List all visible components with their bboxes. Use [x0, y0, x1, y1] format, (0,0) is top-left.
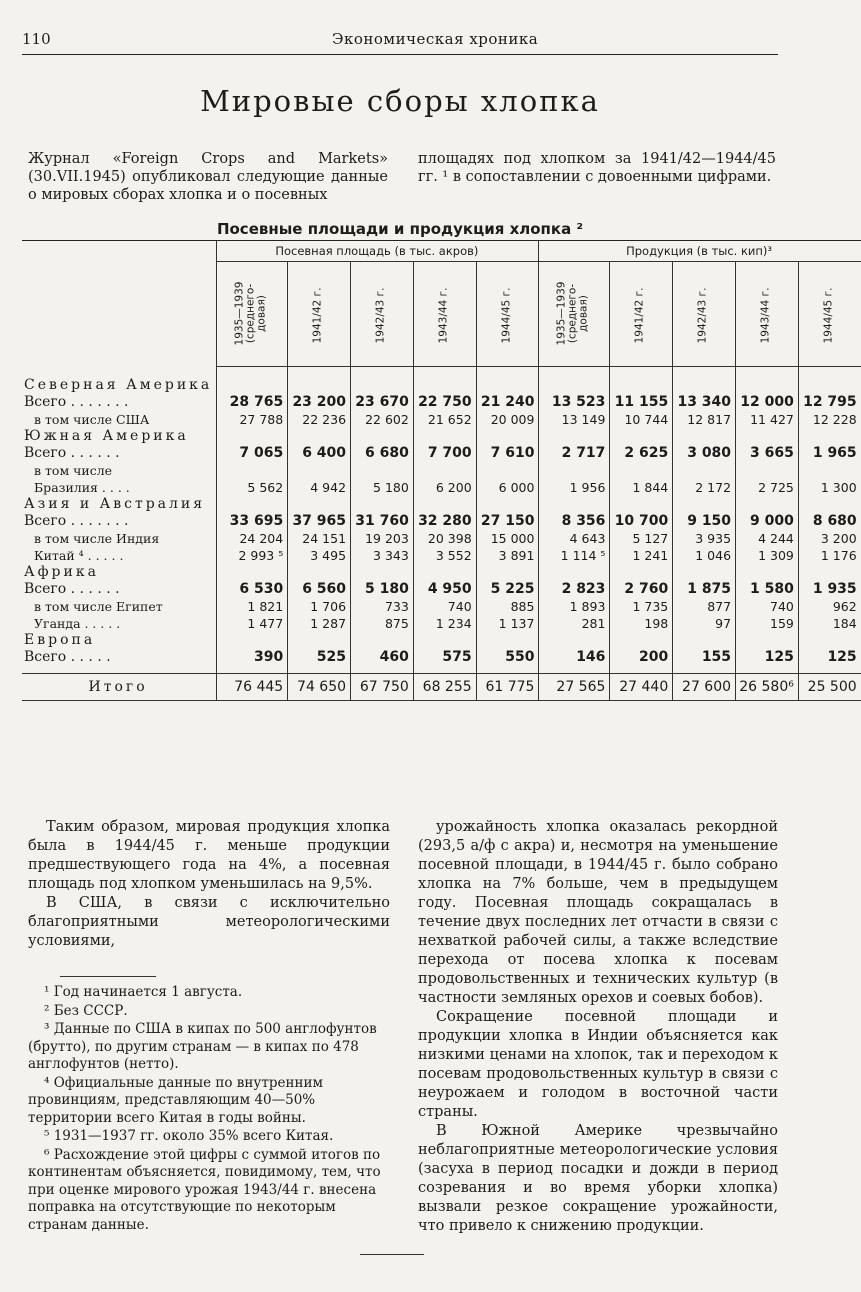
total-cell: 26 580⁶	[736, 674, 799, 701]
table-cell: 125	[798, 649, 860, 666]
group-area-header: Посевная площадь (в тыс. акров)	[217, 241, 539, 262]
empty-cell	[351, 564, 414, 581]
empty-cell	[736, 632, 799, 649]
empty-cell	[288, 564, 351, 581]
footnote: ⁶ Расхождение этой цифры с суммой итогов по континентам объясняется, повидимому, тем, что при оценке мирового урожая 1943/44 г. внесена поправка на отсутствующие по некоторым странам данные.	[28, 1146, 381, 1233]
table-cell: 155	[673, 649, 736, 666]
table-row	[22, 598, 861, 615]
spacer-cell	[288, 666, 351, 674]
table-cell: 19 203	[351, 530, 414, 547]
table-cell: 5 225	[476, 581, 539, 598]
spacer-row	[22, 367, 861, 377]
table-cell: 24 151	[288, 530, 351, 547]
table-cell: 5 562	[217, 479, 288, 496]
table-cell: 1 309	[736, 547, 799, 564]
spacer-cell	[539, 666, 610, 674]
row-label: Всего . . . . . .	[24, 580, 120, 597]
table-cell: 575	[413, 649, 476, 666]
table-cell: 27 788	[217, 411, 288, 428]
table-row	[22, 479, 861, 496]
section-name: Африка	[24, 563, 99, 580]
empty-cell	[736, 377, 799, 394]
table-cell: 2 760	[610, 581, 673, 598]
table-cell: 733	[351, 598, 414, 615]
table-cell: 3 935	[673, 530, 736, 547]
table-cell: 1 234	[413, 615, 476, 632]
table-cell: 198	[610, 615, 673, 632]
column-header	[673, 262, 736, 367]
section-row	[22, 632, 861, 649]
column-header-label: 1944/45 г.	[822, 287, 835, 343]
table-cell: 9 000	[736, 513, 799, 530]
table-cell: 885	[476, 598, 539, 615]
section-row	[22, 496, 861, 513]
total-cell: 61 775	[476, 674, 539, 701]
spacer-cell	[610, 666, 673, 674]
column-header	[413, 262, 476, 367]
empty-cell	[351, 632, 414, 649]
table-cell: 31 760	[351, 513, 414, 530]
empty-cell	[217, 496, 288, 513]
table-cell: 1 965	[798, 445, 860, 462]
table-cell: 27 150	[476, 513, 539, 530]
table-cell	[736, 462, 799, 479]
table-cell: 3 080	[673, 445, 736, 462]
empty-cell	[476, 564, 539, 581]
spacer-cell	[673, 367, 736, 377]
empty-cell	[539, 428, 610, 445]
empty-cell	[288, 428, 351, 445]
row-label: в том числе Египет	[34, 598, 163, 614]
spacer-cell	[413, 666, 476, 674]
empty-cell	[610, 632, 673, 649]
spacer-cell	[288, 367, 351, 377]
table-cell: 6 530	[217, 581, 288, 598]
empty-cell	[351, 496, 414, 513]
spacer-cell	[476, 666, 539, 674]
column-header-label: 1943/44 г.	[437, 287, 450, 343]
table-cell: 1 287	[288, 615, 351, 632]
empty-cell	[413, 428, 476, 445]
total-cell: 27 600	[673, 674, 736, 701]
empty-cell	[610, 564, 673, 581]
table-cell: 3 552	[413, 547, 476, 564]
spacer-cell	[798, 666, 860, 674]
table-row	[22, 513, 861, 530]
table-cell	[217, 462, 288, 479]
spacer-cell	[736, 666, 799, 674]
empty-cell	[413, 632, 476, 649]
empty-cell	[476, 496, 539, 513]
footnote: ³ Данные по США в кипах по 500 англофунтов (брутто), по другим странам — в кипах по 478 англофунтов (нетто).	[28, 1021, 377, 1072]
table-cell	[673, 462, 736, 479]
table-row	[22, 649, 861, 666]
spacer-cell	[673, 666, 736, 674]
empty-cell	[610, 496, 673, 513]
table-cell: 2 172	[673, 479, 736, 496]
empty-cell	[673, 377, 736, 394]
empty-cell	[288, 377, 351, 394]
body-left	[28, 818, 390, 951]
table-cell: 6 000	[476, 479, 539, 496]
table-cell: 2 993 ⁵	[217, 547, 288, 564]
spacer-cell	[476, 367, 539, 377]
empty-cell	[798, 496, 860, 513]
table-cell: 23 200	[288, 394, 351, 411]
table-row	[22, 394, 861, 411]
table-cell: 28 765	[217, 394, 288, 411]
table-cell: 8 356	[539, 513, 610, 530]
table-cell: 1 875	[673, 581, 736, 598]
table-row	[22, 462, 861, 479]
table-cell: 1 706	[288, 598, 351, 615]
table-cell: 15 000	[476, 530, 539, 547]
table-cell: 8 680	[798, 513, 860, 530]
column-header	[610, 262, 673, 367]
table-cell: 4 244	[736, 530, 799, 547]
table-cell: 1 844	[610, 479, 673, 496]
section-row	[22, 428, 861, 445]
table-cell: 2 717	[539, 445, 610, 462]
cotton-table	[22, 240, 861, 701]
table-cell: 1 176	[798, 547, 860, 564]
table-cell: 13 523	[539, 394, 610, 411]
spacer-cell	[217, 367, 288, 377]
footnote: ¹ Год начинается 1 августа.	[44, 984, 243, 1000]
row-label: Всего . . . . . . .	[24, 512, 129, 529]
empty-cell	[351, 377, 414, 394]
running-head	[22, 28, 778, 50]
spacer-cell	[413, 367, 476, 377]
column-header	[736, 262, 799, 367]
empty-cell	[217, 564, 288, 581]
column-header-label: 1942/43 г.	[374, 287, 387, 343]
empty-cell	[413, 377, 476, 394]
stub-header	[22, 241, 217, 367]
table-cell: 32 280	[413, 513, 476, 530]
empty-cell	[798, 632, 860, 649]
table-cell: 7 065	[217, 445, 288, 462]
body-paragraph: урожайность хлопка оказалась рекордной (293,5 а/ф с акра) и, несмотря на уменьшение посевной площади, в 1944/45 г. было собрано хлопка на 7% больше, чем в предыдущем году. Посевная площадь сокращалась в течение двух последних лет отчасти в связи с нехваткой рабочей силы, а также вследствие перехода от посева хлопка к посевам продовольственных и технических культур (в частности земляных орехов и соевых бобов).	[418, 819, 778, 1006]
total-cell: 74 650	[288, 674, 351, 701]
table-cell: 6 680	[351, 445, 414, 462]
empty-cell	[476, 377, 539, 394]
table-cell: 6 560	[288, 581, 351, 598]
empty-cell	[217, 632, 288, 649]
table-cell: 11 155	[610, 394, 673, 411]
table-cell: 21 652	[413, 411, 476, 428]
body-paragraph: В США, в связи с исключительно благоприятными метеорологическими условиями,	[28, 895, 390, 949]
table-cell: 146	[539, 649, 610, 666]
table-cell: 23 670	[351, 394, 414, 411]
table-cell: 877	[673, 598, 736, 615]
empty-cell	[476, 632, 539, 649]
spacer-cell	[610, 367, 673, 377]
table-cell: 390	[217, 649, 288, 666]
table-body	[22, 367, 861, 701]
empty-cell	[610, 428, 673, 445]
column-header-label: 1935—1939 (среднего- довая)	[555, 281, 590, 345]
total-cell: 76 445	[217, 674, 288, 701]
table-cell: 1 735	[610, 598, 673, 615]
table-cell: 7 700	[413, 445, 476, 462]
page-number: 110	[22, 30, 51, 48]
empty-cell	[610, 377, 673, 394]
column-header	[476, 262, 539, 367]
total-row	[22, 674, 861, 701]
table-cell: 125	[736, 649, 799, 666]
spacer-cell	[798, 367, 860, 377]
table-cell: 11 427	[736, 411, 799, 428]
table-cell: 1 241	[610, 547, 673, 564]
section-row	[22, 564, 861, 581]
table-cell: 1 893	[539, 598, 610, 615]
table-cell: 1 114 ⁵	[539, 547, 610, 564]
empty-cell	[798, 564, 860, 581]
total-cell: 68 255	[413, 674, 476, 701]
table-cell: 281	[539, 615, 610, 632]
section-row	[22, 377, 861, 394]
table-cell: 33 695	[217, 513, 288, 530]
column-header-label: 1943/44 г.	[759, 287, 772, 343]
spacer-cell	[539, 367, 610, 377]
empty-cell	[798, 377, 860, 394]
table-cell: 740	[413, 598, 476, 615]
end-rule	[360, 1254, 424, 1255]
empty-cell	[673, 496, 736, 513]
spacer-cell	[22, 666, 217, 674]
table-cell: 4 643	[539, 530, 610, 547]
column-header	[217, 262, 288, 367]
table-cell: 1 956	[539, 479, 610, 496]
empty-cell	[539, 564, 610, 581]
table-title: Посевные площади и продукция хлопка ²	[216, 220, 584, 238]
top-rule	[22, 54, 778, 55]
column-header-label: 1941/42 г.	[633, 287, 646, 343]
column-header-label: 1942/43 г.	[696, 287, 709, 343]
total-cell: 67 750	[351, 674, 414, 701]
empty-cell	[476, 428, 539, 445]
table-cell: 5 180	[351, 581, 414, 598]
table-cell: 20 009	[476, 411, 539, 428]
body-paragraph: Таким образом, мировая продукция хлопка была в 1944/45 г. меньше продукции предшествующего года на 4%, а посевная площадь под хлопком уменьшилась на 9,5%.	[28, 819, 390, 892]
table-cell	[413, 462, 476, 479]
empty-cell	[673, 564, 736, 581]
table-cell: 13 149	[539, 411, 610, 428]
column-header-label: 1944/45 г.	[500, 287, 513, 343]
table-cell: 2 625	[610, 445, 673, 462]
row-label: Всего . . . . .	[24, 648, 111, 665]
table-cell: 1 821	[217, 598, 288, 615]
total-cell: 27 440	[610, 674, 673, 701]
spacer-cell	[22, 367, 217, 377]
footnotes	[28, 984, 390, 1235]
table-cell	[288, 462, 351, 479]
table-cell: 4 942	[288, 479, 351, 496]
table-cell	[610, 462, 673, 479]
article-headline: Мировые сборы хлопка	[200, 84, 600, 118]
footnote: ² Без СССР.	[44, 1002, 128, 1019]
table-cell: 10 700	[610, 513, 673, 530]
spacer-cell	[736, 367, 799, 377]
row-label: в том числе	[34, 462, 113, 478]
empty-cell	[539, 632, 610, 649]
table-cell: 10 744	[610, 411, 673, 428]
empty-cell	[217, 377, 288, 394]
table-cell: 7 610	[476, 445, 539, 462]
row-label: Всего . . . . . . .	[24, 393, 129, 410]
column-header	[539, 262, 610, 367]
table-cell: 1 137	[476, 615, 539, 632]
table-cell: 12 000	[736, 394, 799, 411]
body-paragraph: Сокращение посевной площади и продукции хлопка в Индии объясняется как низкими ценами на хлопок, так и переходом к посевам продовольственных культур в связи с неурожаем и голодом в восточной части страны.	[418, 1009, 778, 1120]
table-cell: 22 602	[351, 411, 414, 428]
table-cell: 13 340	[673, 394, 736, 411]
row-label: Всего . . . . . .	[24, 444, 120, 461]
table-cell: 1 580	[736, 581, 799, 598]
table-cell: 525	[288, 649, 351, 666]
table-cell: 24 204	[217, 530, 288, 547]
total-cell: 25 500	[798, 674, 860, 701]
table-cell: 1 046	[673, 547, 736, 564]
table-cell: 12 795	[798, 394, 860, 411]
table-cell: 5 127	[610, 530, 673, 547]
table-cell: 5 180	[351, 479, 414, 496]
empty-cell	[288, 496, 351, 513]
empty-cell	[217, 428, 288, 445]
section-name: Азия и Австралия	[24, 495, 206, 512]
empty-cell	[736, 496, 799, 513]
table-cell	[351, 462, 414, 479]
spacer-row	[22, 666, 861, 674]
table-cell	[539, 462, 610, 479]
total-cell: 27 565	[539, 674, 610, 701]
table-cell: 3 495	[288, 547, 351, 564]
row-label: Уганда . . . . .	[34, 615, 121, 631]
footnote: ⁵ 1931—1937 гг. около 35% всего Китая.	[44, 1128, 334, 1144]
table-cell: 12 817	[673, 411, 736, 428]
row-label: Китай ⁴ . . . . .	[34, 547, 124, 563]
spacer-cell	[217, 666, 288, 674]
table-cell: 97	[673, 615, 736, 632]
table-cell: 3 891	[476, 547, 539, 564]
table-cell: 22 750	[413, 394, 476, 411]
empty-cell	[539, 496, 610, 513]
table-cell: 20 398	[413, 530, 476, 547]
table-cell	[476, 462, 539, 479]
empty-cell	[736, 428, 799, 445]
empty-cell	[413, 496, 476, 513]
section-name: Северная Америка	[24, 376, 213, 393]
table-cell: 6 200	[413, 479, 476, 496]
table-row	[22, 530, 861, 547]
body-right	[418, 818, 778, 1236]
table-cell: 3 200	[798, 530, 860, 547]
table-cell: 159	[736, 615, 799, 632]
table-row	[22, 445, 861, 462]
column-header	[798, 262, 860, 367]
table-cell: 875	[351, 615, 414, 632]
table-cell: 9 150	[673, 513, 736, 530]
table-cell: 962	[798, 598, 860, 615]
table-cell: 184	[798, 615, 860, 632]
table-cell: 3 343	[351, 547, 414, 564]
empty-cell	[673, 428, 736, 445]
intro-left: Журнал «Foreign Crops and Markets» (30.VII.1945) опубликовал следующие данные о мировых сборах хлопка и о посевных	[28, 151, 388, 203]
table-cell: 22 236	[288, 411, 351, 428]
empty-cell	[413, 564, 476, 581]
empty-cell	[288, 632, 351, 649]
footnote-rule	[60, 976, 156, 977]
table-cell: 1 300	[798, 479, 860, 496]
running-title: Экономическая хроника	[332, 30, 539, 48]
spacer-cell	[351, 666, 414, 674]
table-cell: 37 965	[288, 513, 351, 530]
table-cell: 21 240	[476, 394, 539, 411]
column-header-label: 1941/42 г.	[311, 287, 324, 343]
table-cell: 1 477	[217, 615, 288, 632]
row-label: в том числе США	[34, 411, 150, 427]
group-production-header: Продукция (в тыс. кип)³	[539, 241, 861, 262]
spacer-cell	[351, 367, 414, 377]
column-header-label: 1935—1939 (среднего- довая)	[233, 281, 268, 345]
table-row	[22, 547, 861, 564]
table-cell: 6 400	[288, 445, 351, 462]
column-header	[288, 262, 351, 367]
table-row	[22, 411, 861, 428]
empty-cell	[351, 428, 414, 445]
empty-cell	[798, 428, 860, 445]
table-cell: 2 823	[539, 581, 610, 598]
table-cell: 1 935	[798, 581, 860, 598]
column-header	[351, 262, 414, 367]
table-cell: 200	[610, 649, 673, 666]
footnote: ⁴ Официальные данные по внутренним провинциям, представляющим 40—50% территории всего Китая в годы войны.	[28, 1074, 323, 1126]
table-row	[22, 615, 861, 632]
table-cell: 550	[476, 649, 539, 666]
row-label: в том числе Индия	[34, 530, 160, 546]
table-row	[22, 581, 861, 598]
table-cell	[798, 462, 860, 479]
empty-cell	[539, 377, 610, 394]
section-name: Южная Америка	[24, 427, 189, 444]
table-cell: 740	[736, 598, 799, 615]
table-cell: 12 228	[798, 411, 860, 428]
empty-cell	[736, 564, 799, 581]
total-label: Итого	[22, 674, 217, 701]
empty-cell	[673, 632, 736, 649]
body-paragraph: В Южной Америке чрезвычайно неблагоприятные метеорологические условия (засуха в период посадки и дожди в период созревания и во время уборки хлопка) вызвали резкое сокращение урожайности, что привело к снижению продукции.	[418, 1123, 778, 1234]
section-name: Европа	[24, 631, 96, 648]
table-cell: 2 725	[736, 479, 799, 496]
table-cell: 3 665	[736, 445, 799, 462]
table-cell: 460	[351, 649, 414, 666]
intro-right: площадях под хлопком за 1941/42—1944/45 гг. ¹ в сопоставлении с довоенными цифрами.	[418, 151, 776, 185]
row-label: Бразилия . . . .	[34, 479, 130, 495]
table-cell: 4 950	[413, 581, 476, 598]
